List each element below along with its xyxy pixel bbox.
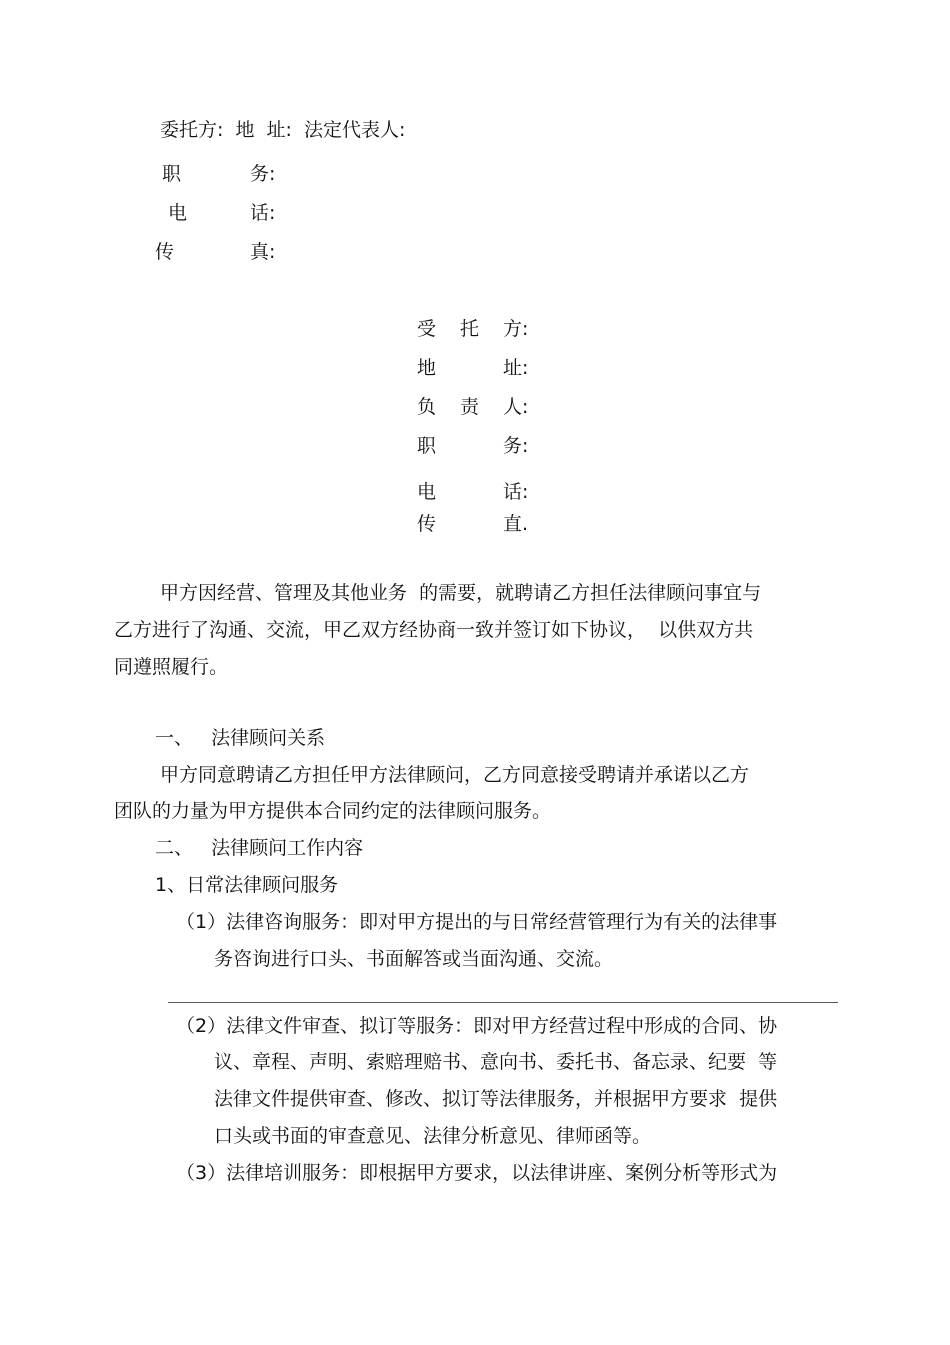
agent-lead-label-mid: 责 bbox=[460, 396, 480, 418]
item-line: （2）法律文件审查、拟订等服务：即对甲方经营过程中形成的合同、协 bbox=[176, 1015, 778, 1037]
item-line: 议、章程、声明、索赔理赔书、意向书、委托书、备忘录、纪要 等 bbox=[214, 1051, 778, 1073]
agent-fax-label: 传 bbox=[417, 513, 437, 535]
agent-phone-label: 电 bbox=[417, 481, 437, 503]
client-phone-label-end: 话: bbox=[250, 202, 276, 224]
section-body-line: 团队的力量为甲方提供本合同约定的法律顾问服务。 bbox=[114, 800, 552, 822]
agent-name-label-mid: 托 bbox=[460, 318, 480, 340]
agent-lead-label-end: 人: bbox=[503, 396, 529, 418]
item-line: （3）法律培训服务：即根据甲方要求，以法律讲座、案例分析等形式为 bbox=[176, 1162, 778, 1184]
preamble-line: 同遵照履行。 bbox=[114, 656, 229, 678]
client-phone-label: 电 bbox=[168, 202, 188, 224]
item-line: （1）法律咨询服务：即对甲方提出的与日常经营管理行为有关的法律事 bbox=[176, 911, 778, 933]
horizontal-divider bbox=[168, 1002, 838, 1003]
section-heading: 一、 法律顾问关系 bbox=[155, 727, 326, 749]
preamble-line: 甲方因经营、管理及其他业务 的需要，就聘请乙方担任法律顾问事宜与 bbox=[160, 582, 762, 604]
agent-fax-label-end: 直. bbox=[503, 513, 529, 535]
agent-phone-label-end: 话: bbox=[503, 481, 529, 503]
client-title-label: 职 bbox=[162, 163, 182, 185]
item-line: 法律文件提供审查、修改、拟订等法律服务，并根据甲方要求 提供 bbox=[214, 1088, 778, 1110]
client-title-label-end: 务: bbox=[250, 163, 276, 185]
agent-address-label-end: 址: bbox=[503, 357, 529, 379]
client-fax-label-end: 真: bbox=[250, 241, 276, 263]
section-body-line: 甲方同意聘请乙方担任甲方法律顾问，乙方同意接受聘请并承诺以乙方 bbox=[160, 764, 750, 786]
client-fax-label: 传 bbox=[155, 241, 175, 263]
agent-name-label: 受 bbox=[417, 318, 437, 340]
agent-title-label-end: 务: bbox=[503, 435, 529, 457]
agent-name-label-end: 方: bbox=[503, 318, 529, 340]
agent-address-label: 地 bbox=[417, 357, 437, 379]
subsection-heading: 1、日常法律顾问服务 bbox=[155, 874, 339, 896]
agent-lead-label: 负 bbox=[417, 396, 437, 418]
section-heading: 二、 法律顾问工作内容 bbox=[155, 837, 364, 859]
preamble-line: 乙方进行了沟通、交流，甲乙双方经协商一致并签订如下协议， 以供双方共 bbox=[114, 619, 754, 641]
item-line: 务咨询进行口头、书面解答或当面沟通、交流。 bbox=[214, 948, 614, 970]
agent-title-label: 职 bbox=[417, 435, 437, 457]
item-line: 口头或书面的审查意见、法律分析意见、律师函等。 bbox=[214, 1125, 652, 1147]
client-header-line: 委托方: 地 址: 法定代表人: bbox=[160, 119, 406, 141]
